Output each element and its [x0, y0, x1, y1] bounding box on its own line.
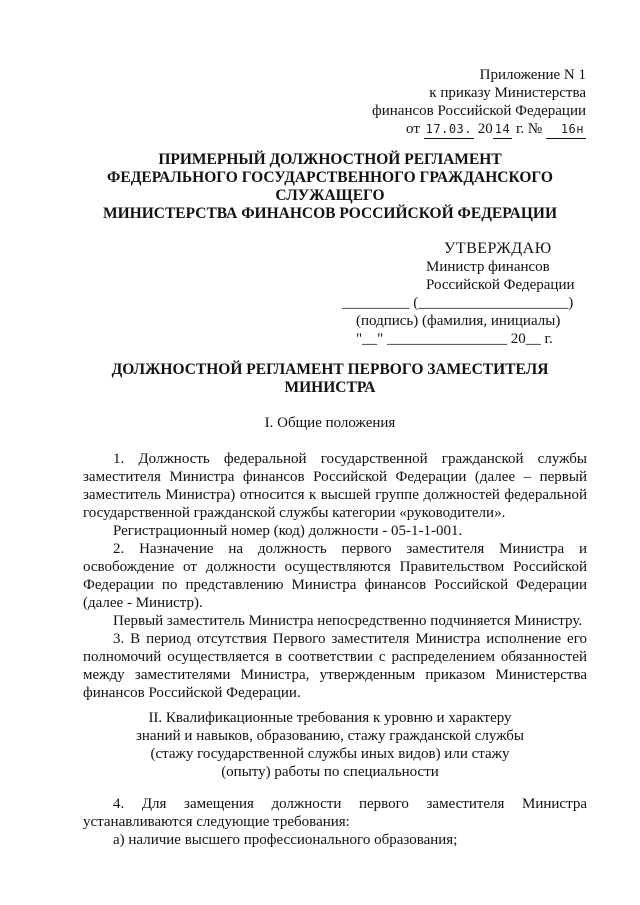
approval-line-2: Российской Федерации [426, 277, 575, 293]
regulation-title [80, 361, 580, 397]
paragraph-subordination: Первый заместитель Министра непосредственно подчиняется Министру. [113, 613, 583, 629]
main-title-line-4: МИНИСТЕРСТВА ФИНАНСОВ РОССИЙСКОЙ ФЕДЕРАЦИИ [102, 205, 558, 222]
section-1-body [83, 450, 587, 702]
regulation-title-line-2: МИНИСТРА [284, 379, 376, 396]
date-field [424, 120, 474, 139]
approval-title: УТВЕРЖДАЮ [444, 240, 552, 257]
number-handwritten: 16н [560, 122, 584, 136]
paragraph-2: 2. Назначение на должность первого заместителя Министра и освобождение от должности осуществляются Правительством Российской Федерации по представлению Министра финансов Российской Федерации (далее - Министр). [83, 541, 587, 611]
paragraph-3: 3. В период отсутствия Первого заместителя Министра исполнение его полномочий осуществляется в соответствии с распределением обязанностей между заместителями Министра, утвержденным приказом Министерства финансов Российской Федерации. [83, 631, 587, 701]
main-title-line-2: ФЕДЕРАЛЬНОГО ГОСУДАРСТВЕННОГО ГРАЖДАНСКОГО [107, 169, 553, 186]
appendix-line-2: к приказу Министерства [429, 85, 586, 101]
paragraph-registration: Регистрационный номер (код) должности - 05-1-1-001. [113, 523, 463, 539]
paragraph-4a: а) наличие высшего профессионального образования; [113, 832, 458, 848]
year-handwritten: 14 [494, 122, 511, 136]
section-2-body [83, 795, 587, 849]
section-2-title-line-1: II. Квалификационные требования к уровню и характеру [148, 710, 512, 726]
section-2-title-line-2: знаний и навыков, образованию, стажу гражданской службы [135, 728, 525, 744]
main-title-line-1: ПРИМЕРНЫЙ ДОЛЖНОСТНОЙ РЕГЛАМЕНТ [158, 151, 502, 168]
appendix-order-line [372, 120, 586, 139]
section-2-title-line-4: (опыту) работы по специальности [221, 764, 439, 780]
approval-line-1: Министр финансов [426, 259, 550, 275]
number-prefix: г. № [515, 121, 543, 137]
date-handwritten: 17.03. [425, 122, 473, 136]
paragraph-1: 1. Должность федеральной государственной гражданской службы заместителя Министра финансов Российской Федерации (далее – первый заместитель Министра) относится к высшей группе должностей федеральной государственной гражданской службы категории «руководители». [83, 451, 587, 521]
number-field [546, 120, 586, 139]
year-prefix: 20 [477, 121, 493, 137]
appendix-line-1: Приложение N 1 [479, 67, 586, 83]
section-2-title-line-3: (стажу государственной службы иных видов) или стажу [150, 746, 510, 762]
appendix-header [372, 66, 586, 139]
section-1-title: I. Общие положения [264, 415, 396, 431]
paragraph-4: 4. Для замещения должности первого заместителя Министра устанавливаются следующие требования: [83, 796, 587, 830]
main-title [80, 151, 580, 223]
signature-line: _________ (____________________) [342, 295, 574, 311]
approval-date-line: "__" ________________ 20__ г. [356, 331, 553, 347]
approval-block [342, 240, 582, 348]
section-2-title [80, 709, 580, 781]
date-prefix: от [406, 121, 420, 137]
signature-hints: (подпись) (фамилия, инициалы) [356, 313, 561, 329]
main-title-line-3: СЛУЖАЩЕГО [275, 187, 385, 204]
appendix-line-3: финансов Российской Федерации [372, 103, 586, 119]
regulation-title-line-1: ДОЛЖНОСТНОЙ РЕГЛАМЕНТ ПЕРВОГО ЗАМЕСТИТЕЛЯ [111, 361, 549, 378]
year-field [493, 120, 512, 139]
